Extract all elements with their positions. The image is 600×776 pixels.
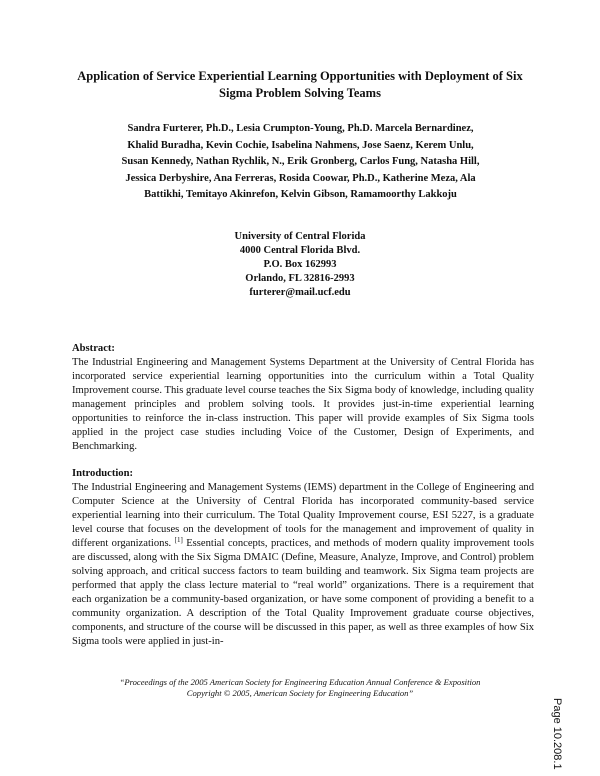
street-address: 4000 Central Florida Blvd.: [239, 245, 361, 256]
abstract-heading: Abstract:: [72, 343, 115, 354]
abstract-text: The Industrial Engineering and Management Systems Department at the University of Central Florida has incorporated service experiential learning opportunities into the curriculum within a Total Quality Improvement course. This graduate level course teaches the Six Sigma body of knowledge, including quality management principles and problem solving tools. It provides just-in-time experiential learning opportunities to reinforce the in-class instruction. This paper will provide examples of Six Sigma tools applied in the project case studies including Voice of the Customer, Design of Experiments, and Benchmarking.: [72, 357, 534, 452]
author-email: furterer@mail.ucf.edu: [249, 287, 351, 298]
abstract-section: [72, 342, 534, 454]
po-box: P.O. Box 162993: [263, 259, 337, 270]
paper-title: Application of Service Experiential Learning Opportunities with Deployment of Six Sigma Problem Solving Teams: [77, 69, 523, 100]
introduction-text-part1: The Industrial Engineering and Management Systems (IEMS) department in the College of Engineering and Computer Science at the University of Central Florida has incorporated community-based service experiential learning into their curriculum. The Total Quality Improvement course, ESI 5227, is a graduate level course that focuses on the development of tools for the management and improvement of quality in different organizations.: [72, 482, 534, 549]
footer-proceedings: “Proceedings of the 2005 American Society for Engineering Education Annual Conference & Exposition: [119, 677, 481, 687]
city-state-zip: Orlando, FL 32816-2993: [245, 273, 355, 284]
reference-marker: [1]: [174, 536, 183, 544]
university-name: University of Central Florida: [234, 231, 366, 242]
page-footer: [60, 677, 540, 699]
footer-copyright: Copyright © 2005, American Society for Engineering Education”: [186, 688, 414, 698]
introduction-section: [72, 467, 534, 649]
affiliation-block: [150, 230, 450, 300]
author-list: Sandra Furterer, Ph.D., Lesia Crumpton-Young, Ph.D. Marcela Bernardinez, Khalid Buradha, Kevin Cochie, Isabelina Nahmens, Jose Saenz, Kerem Unlu, Susan Kennedy, Nathan Rychlik, N., Erik Gronberg, Carlos Fung, Natasha Hill, Jessica Derbyshire, Ana Ferreras, Rosida Coowar, Ph.D., Katherine Meza, Ala Battikhi, Temitayo Akinrefon, Kelvin Gibson, Ramamoorthy Lakkoju: [121, 123, 480, 200]
introduction-text-part2: Essential concepts, practices, and methods of modern quality improvement tools are discussed, along with the Six Sigma DMAIC (Define, Measure, Analyze, Improve, and Control) problem solving approach, and critical success factors to team building and teamwork. Six Sigma team projects are performed that apply the class lecture material to “real world” organizations. There is a requirement that each organization be a community-based organization, or have some component of providing a benefit to a community organization. A description of the Total Quality Improvement graduate course objectives, components, and structure of the course will be discussed in this paper, as well as three examples of how Six Sigma tools were applied in just-in-: [72, 538, 534, 647]
introduction-heading: Introduction:: [72, 468, 134, 479]
introduction-text: [72, 481, 534, 649]
page-number: Page 10.208.1: [551, 698, 563, 770]
